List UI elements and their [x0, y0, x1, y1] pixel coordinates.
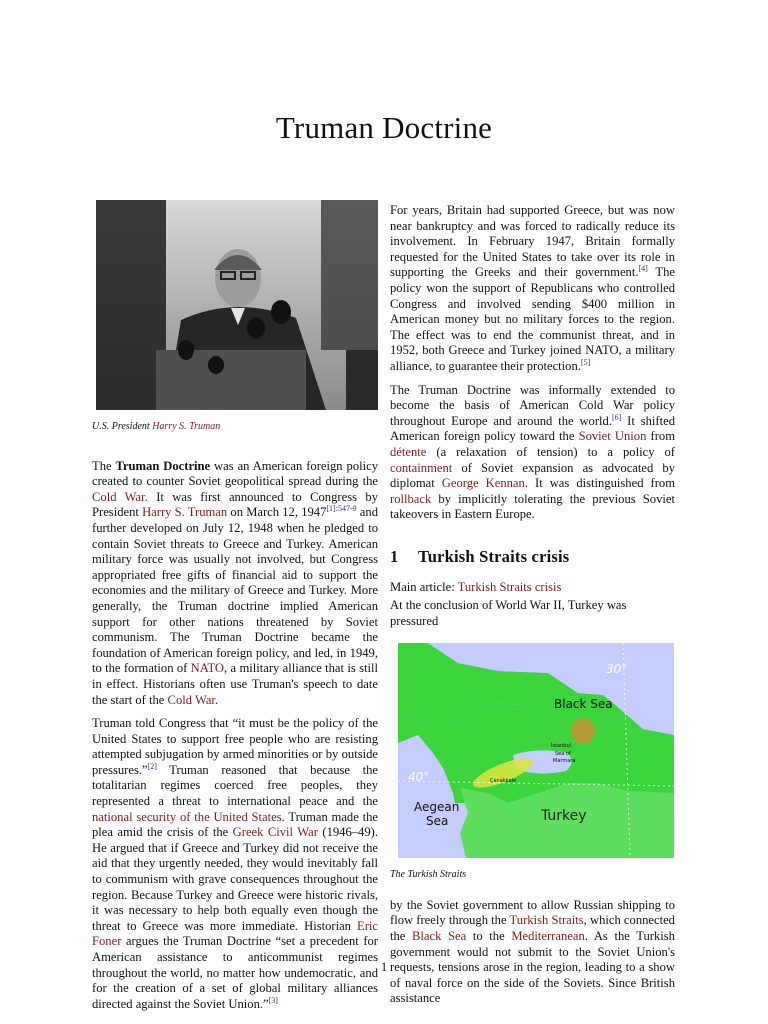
text: on March 12, 1947	[227, 505, 327, 520]
soviet-union-link[interactable]: Soviet Union	[578, 429, 647, 444]
harry-truman-caption-link[interactable]: Harry S. Truman	[152, 421, 221, 432]
ref-4-link[interactable]: [4]	[638, 264, 648, 274]
main-article-label: Main article:	[390, 580, 458, 595]
text: It shifted American foreign policy toward the	[390, 413, 675, 444]
label-istanbul: İstanbul	[551, 743, 572, 750]
text: . As the Turkish government would not submit to the Soviet Union's requests, tensions arose in the region, leading to a show of naval force on the side of the Soviets. Since British assistance	[390, 929, 675, 1006]
containment-link[interactable]: containment	[390, 460, 453, 475]
text: . Truman made the plea amid the crisis of the	[92, 809, 378, 840]
text: from	[646, 429, 675, 444]
rollback-link[interactable]: rollback	[390, 491, 432, 506]
paragraph-extension	[390, 383, 675, 523]
mediterranean-link[interactable]: Mediterranean	[511, 929, 585, 944]
text: . It was first announced to Congress by President	[92, 489, 378, 520]
ref-1-link[interactable]: [1]:547-9	[326, 504, 357, 514]
label-40-degrees: 40°	[408, 770, 430, 785]
eric-foner-link[interactable]: Eric Foner	[92, 918, 378, 949]
label-black-sea: Black Sea	[554, 697, 613, 712]
turkish-straits-crisis-link[interactable]: Turkish Straits crisis	[457, 580, 562, 595]
text: by the Soviet government to allow Russian shipping to flow freely through the	[390, 897, 675, 928]
text: The	[92, 458, 116, 473]
label-canakkale: Çanakkale	[490, 778, 517, 785]
section-number: 1	[390, 546, 399, 566]
ref-5-link[interactable]: [5]	[580, 357, 591, 367]
text: and further developed on July 12, 1948 when he pledged to contain Soviet threats to Greece and Turkey. American military force was usually not involved, but Congress appropriated free gifts of financial aid to support the economies and the military of Greece and Turkey. More generally, the Truman doctrine implied American support for other nations threatened by Soviet communism. The Truman Doctrine became the foundation of American foreign policy, and led, in 1949, to the formation of	[92, 505, 378, 676]
text: Truman told Congress that “it must be the policy of the United States to support free people who are resisting attempted subjugation by armed minorities or by outside pressures.”	[92, 716, 378, 777]
label-marmara-2: Marmara	[553, 758, 576, 765]
truman-photo	[96, 200, 378, 410]
detente-link[interactable]: détente	[390, 444, 427, 459]
map-caption: The Turkish Straits	[390, 869, 467, 881]
ref-3-link[interactable]: [3]	[268, 995, 278, 1005]
label-sea: Sea	[426, 814, 449, 829]
text: . It was distinguished from	[524, 476, 675, 491]
paragraph-intro	[92, 459, 378, 709]
text: The Truman Doctrine was informally extended to become the basis of American Cold War policy throughout Europe and around the world.	[390, 382, 675, 428]
george-kennan-link[interactable]: George Kennan	[441, 476, 525, 491]
text: (a relaxation of tension) to a policy of	[426, 444, 675, 459]
map-bosphorus-highlight	[571, 718, 595, 744]
text: .	[214, 692, 219, 707]
right-column	[390, 203, 675, 1015]
label-30-degrees: 30°	[606, 662, 628, 677]
label-turkey: Turkey	[541, 808, 587, 825]
bold-term: Truman Doctrine	[115, 458, 211, 473]
text: argues the Truman Doctrine “set a precedent for American assistance to anticommunist regimes throughout the world, no matter how undemocratic, and for the creation of a set of global military alliances directed against the Soviet Union.”	[92, 934, 378, 1011]
paragraph-britain	[390, 203, 675, 375]
photo-caption	[92, 419, 378, 435]
turkish-straits-link[interactable]: Turkish Straits	[509, 913, 584, 928]
section-intro: At the conclusion of World War II, Turkey was pressured	[390, 598, 627, 628]
text: by implicitly tolerating the previous Soviet takeovers in Eastern Europe.	[390, 491, 675, 522]
page-title: Truman Doctrine	[275, 110, 493, 145]
text: (1946–49). He argued that if Greece and Turkey did not receive the aid that they urgently needed, they would inevitably fall to communism with grave consequences throughout the region. Because Turkey and Greece were historic rivals, it was necessary to help both equally even though the threat to Greece was more immediate. Historian	[92, 825, 378, 933]
national-security-link[interactable]: national security of the United States	[92, 809, 282, 824]
text: of Soviet expansion as advocated by diplomat	[390, 460, 675, 491]
black-sea-link[interactable]: Black Sea	[412, 929, 467, 944]
ref-2-link[interactable]: [2]	[147, 761, 157, 771]
page-number: 1	[380, 960, 388, 974]
paragraph-straits	[390, 898, 675, 1007]
section-heading	[390, 546, 675, 566]
truman-photo-illustration	[96, 200, 378, 410]
left-column	[92, 200, 378, 1020]
ref-6-link[interactable]: [6]	[611, 412, 622, 422]
label-aegean: Aegean	[414, 800, 460, 815]
greek-civil-war-link[interactable]: Greek Civil War	[232, 825, 318, 840]
section-title: Turkish Straits crisis	[418, 546, 570, 566]
cold-war-link-2[interactable]: Cold War	[167, 692, 215, 707]
text: to the	[466, 929, 512, 944]
main-article-note	[390, 580, 675, 596]
text: was an American foreign policy created to counter Soviet geopolitical spread during the	[92, 458, 379, 489]
turkish-straits-map	[398, 643, 674, 858]
text: The policy won the support of Republicans who controlled Congress and involved sending $400 million in American money but no military forces to the region. The effect was to end the communist threat, and in 1952, both Greece and Turkey joined NATO, a military alliance, to guarantee their protection.	[390, 265, 675, 373]
caption-text: U.S. President	[92, 421, 153, 432]
label-marmara-1: Sea of	[555, 751, 571, 758]
text: , a military alliance that is still in effect. Historians often use Truman's speech to date the start of the	[92, 661, 378, 707]
cold-war-link[interactable]: Cold War	[92, 489, 145, 504]
harry-truman-link[interactable]: Harry S. Truman	[142, 505, 228, 520]
text: Truman reasoned that because the totalitarian regimes coerced free peoples, they represented a threat to international peace and the	[92, 762, 378, 809]
text: For years, Britain had supported Greece, but was now near bankruptcy and was forced to radically reduce its involvement. In February 1947, Britain formally requested for the United States to take over its role in supporting the Greeks and their government.	[390, 203, 675, 280]
nato-link[interactable]: NATO	[190, 661, 225, 676]
text: , which connected the	[390, 913, 675, 944]
